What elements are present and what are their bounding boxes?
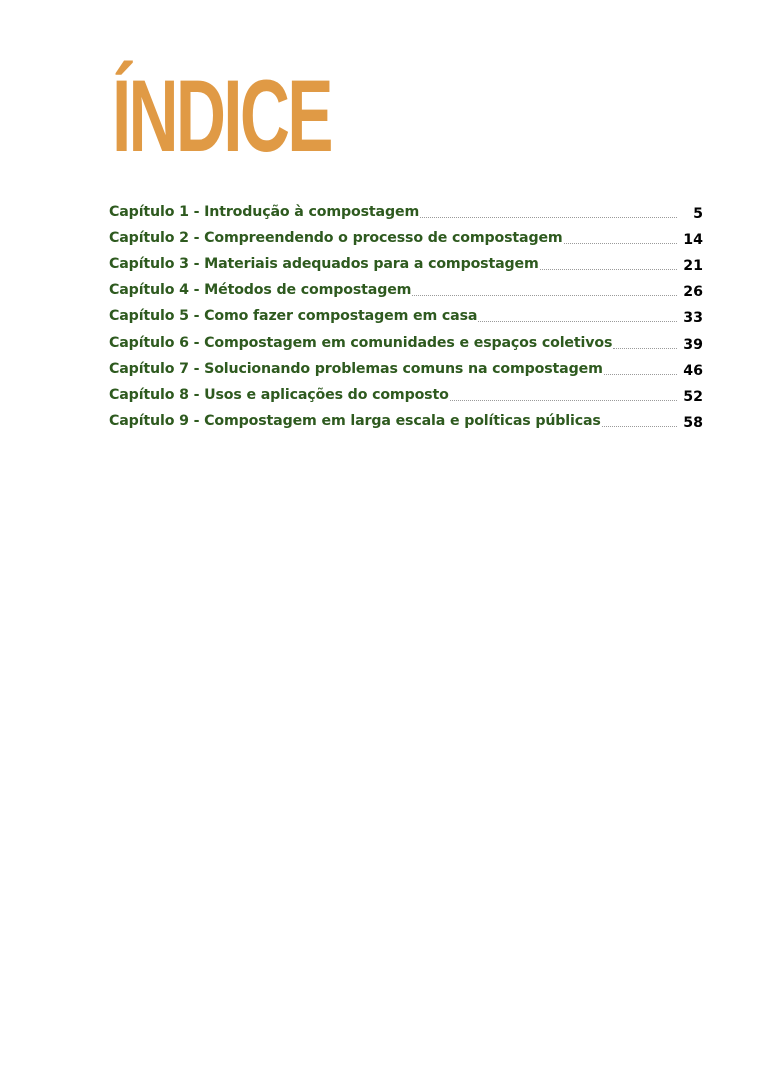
- toc-entry-label: Capítulo 6 - Compostagem em comunidades e espaços coletivos: [109, 334, 613, 351]
- dot-leader: [602, 426, 677, 427]
- page-title: ÍNDICE: [112, 59, 331, 173]
- dot-leader: [613, 348, 677, 349]
- dot-leader: [604, 374, 677, 375]
- toc-entry-page-number: 5: [693, 206, 703, 223]
- toc-entry-page-number: 58: [683, 414, 703, 431]
- toc-entry-chapter-7[interactable]: [109, 353, 703, 379]
- toc-entry-chapter-5[interactable]: [109, 300, 703, 326]
- dot-leader: [540, 269, 677, 270]
- toc-entry-label: Capítulo 7 - Solucionando problemas comuns na compostagem: [109, 360, 603, 377]
- dot-leader: [478, 321, 677, 322]
- toc-entry-page-number: 52: [683, 388, 703, 405]
- dot-leader: [564, 243, 677, 244]
- toc-entry-label: Capítulo 3 - Materiais adequados para a compostagem: [109, 256, 539, 273]
- dot-leader: [420, 217, 677, 218]
- toc-entry-chapter-4[interactable]: [109, 274, 703, 300]
- toc-entry-page-number: 39: [683, 336, 703, 353]
- dot-leader: [450, 400, 677, 401]
- toc-entry-label: Capítulo 4 - Métodos de compostagem: [109, 282, 412, 299]
- dot-leader: [412, 295, 677, 296]
- toc-entry-chapter-1[interactable]: [109, 196, 703, 222]
- toc-entry-chapter-8[interactable]: [109, 379, 703, 405]
- toc-entry-label: Capítulo 2 - Compreendendo o processo de compostagem: [109, 230, 563, 247]
- toc-entry-label: Capítulo 1 - Introdução à compostagem: [109, 204, 420, 221]
- toc-entry-chapter-9[interactable]: [109, 405, 703, 431]
- toc-entry-page-number: 14: [683, 232, 703, 249]
- toc-entry-chapter-6[interactable]: [109, 326, 703, 352]
- toc-entry-label: Capítulo 9 - Compostagem em larga escala e políticas públicas: [109, 412, 601, 429]
- toc-entry-page-number: 26: [683, 284, 703, 301]
- toc-entry-page-number: 21: [683, 258, 703, 275]
- toc-entry-chapter-3[interactable]: [109, 248, 703, 274]
- toc-entry-page-number: 33: [683, 310, 703, 327]
- toc-entry-chapter-2[interactable]: [109, 222, 703, 248]
- toc-entry-label: Capítulo 5 - Como fazer compostagem em casa: [109, 308, 478, 325]
- toc-entry-page-number: 46: [683, 362, 703, 379]
- toc-entry-label: Capítulo 8 - Usos e aplicações do composto: [109, 386, 449, 403]
- table-of-contents: [109, 196, 703, 431]
